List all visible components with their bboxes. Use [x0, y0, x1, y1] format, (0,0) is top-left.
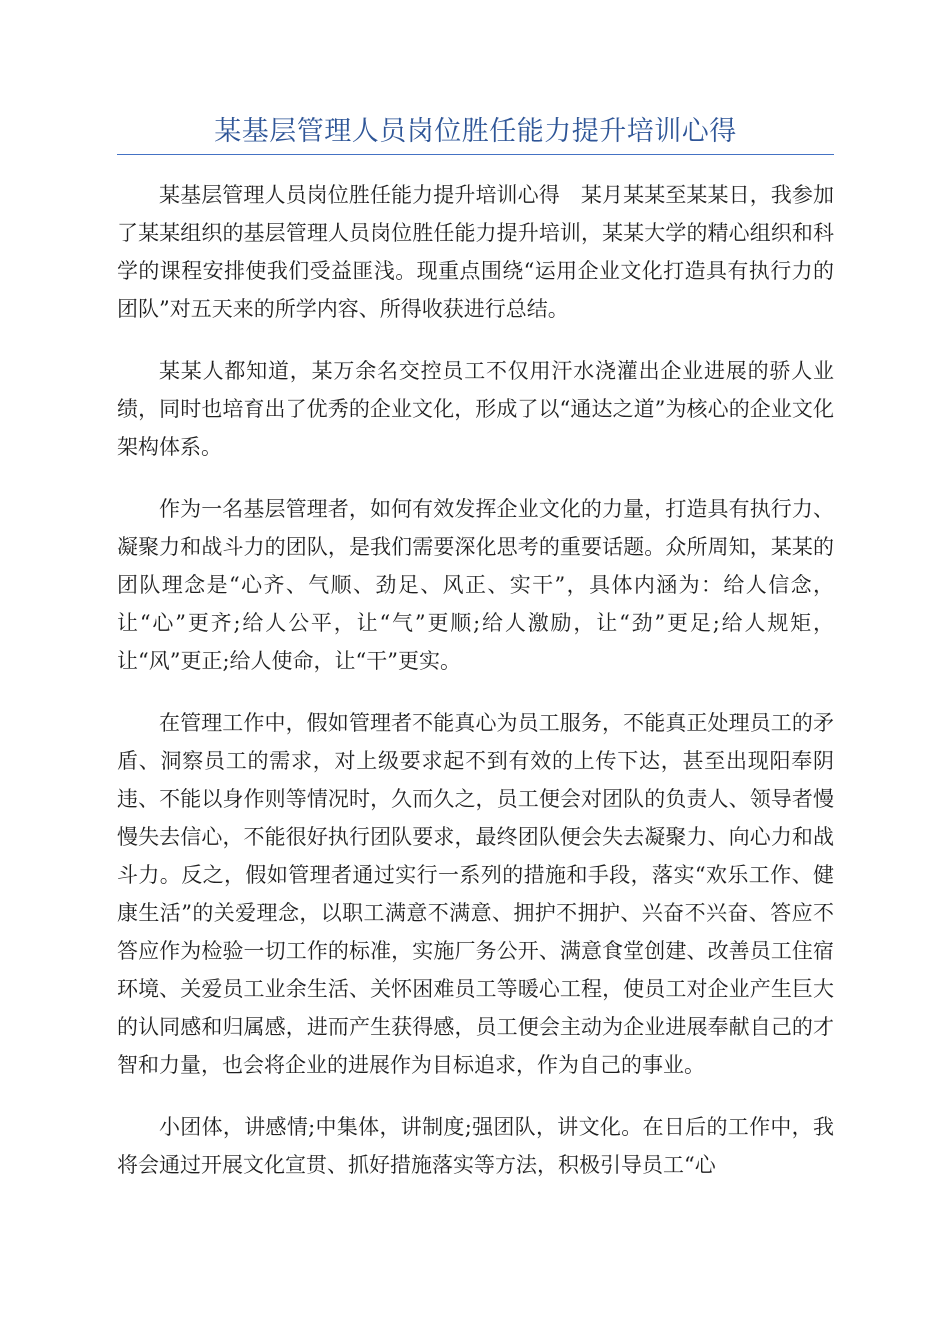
title-underline — [117, 154, 834, 155]
paragraph-2: 某某人都知道，某万余名交控员工不仅用汗水浇灌出企业进展的骄人业绩，同时也培育出了优秀的企业文化，形成了以“通达之道”为核心的企业文化架构体系。 — [117, 359, 834, 459]
document-title: 某基层管理人员岗位胜任能力提升培训心得 — [214, 116, 737, 147]
paragraph-4: 在管理工作中，假如管理者不能真心为员工服务，不能真正处理员工的矛盾、洞察员工的需求，对上级要求起不到有效的上传下达，甚至出现阳奉阴违、不能以身作则等情况时，久而久之，员工便会对团队的负责人、领导者慢慢失去信心，不能很好执行团队要求，最终团队便会失去凝聚力、向心力和战斗力。反之，假如管理者通过实行一系列的措施和手段，落实“欢乐工作、健康生活”的关爱理念，以职工满意不满意、拥护不拥护、兴奋不兴奋、答应不答应作为检验一切工作的标准，实施厂务公开、满意食堂创建、改善员工住宿环境、关爱员工业余生活、关怀困难员工等暖心工程，使员工对企业产生巨大的认同感和归属感，进而产生获得感，员工便会主动为企业进展奉献自己的才智和力量，也会将企业的进展作为目标追求，作为自己的事业。 — [117, 711, 834, 1077]
document-body — [117, 176, 834, 1208]
paragraph-1: 某基层管理人员岗位胜任能力提升培训心得 某月某某至某某日，我参加了某某组织的基层管理人员岗位胜任能力提升培训，某某大学的精心组织和科学的课程安排使我们受益匪浅。现重点围绕“运用企业文化打造具有执行力的团队”对五天来的所学内容、所得收获进行总结。 — [117, 183, 834, 321]
paragraph-3: 作为一名基层管理者，如何有效发挥企业文化的力量，打造具有执行力、凝聚力和战斗力的团队，是我们需要深化思考的重要话题。众所周知，某某的团队理念是“心齐、气顺、劲足、风正、实干”，具体内涵为：给人信念，让“心”更齐;给人公平，让“气”更顺;给人激励，让“劲”更足;给人规矩，让“风”更正;给人使命，让“干”更实。 — [117, 497, 834, 673]
paragraph-5: 小团体，讲感情;中集体，讲制度;强团队，讲文化。在日后的工作中，我将会通过开展文化宣贯、抓好措施落实等方法，积极引导员工“心 — [117, 1115, 834, 1177]
